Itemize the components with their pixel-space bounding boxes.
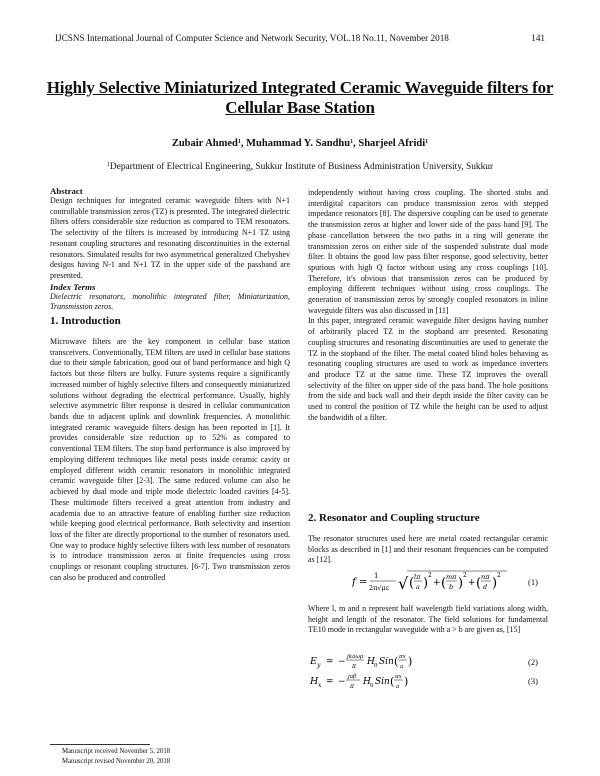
intro-paper-text: In this paper, integrated ceramic waveguide filter designs having number of arbitrarily placed TZ in the stopband are presented. Resonating coupling structures and resonating discontinuities are used to generate the TZ in the stopband of the filter. The metal coated blind holes behaving as resonating coupling structures are used to work as impedance inverters and produce TZ at the same time. These TZ improves the overall selectivity of the filter on upper side of the pass band. The hole positions from the side and back wall and their depth inside the filter cavity can be used to control the position of TZ while the height can be used to adjust the bandwidth of a filter.	[308, 316, 548, 422]
equation-2-number: (2)	[528, 657, 538, 667]
svg-text:(: (	[441, 576, 447, 591]
affiliation	[40, 162, 560, 172]
svg-text:): )	[404, 675, 409, 688]
equation-1-number: (1)	[528, 577, 538, 587]
svg-text:H: H	[310, 676, 319, 687]
section-2-text-2: Where l, m and n represent half wavelength field variations along width, height and length of the resonator. The field solutions for fundamental TE10 mode in rectangular waveguide with a > b are given as, [15]	[308, 604, 548, 635]
svg-text:√: √	[398, 574, 409, 593]
svg-text:(: (	[409, 576, 415, 591]
svg-text:): )	[408, 655, 413, 668]
equation-3	[308, 669, 438, 691]
svg-text:a: a	[396, 684, 400, 690]
abstract-text: Design techniques for integrated ceramic waveguide filters with N+1 controllable transmission zeros (TZ) is presented. The integrated dielectric filters offers considerable size reduction as compared to TEM resonators. The selectivity of the filters is increased by introducing N+1 TZ using resonant coupling structures and resonating discontinuities in the external resonators. Simulated results for two asymmetrical generalized Chebyshev designs having N-1 and N+1 TZ in the upper side of the passband are presented.	[50, 196, 290, 280]
svg-text:lπ: lπ	[414, 573, 421, 581]
svg-text:d: d	[483, 583, 488, 591]
svg-text:b: b	[449, 583, 454, 591]
svg-text:2: 2	[463, 572, 467, 579]
section-1-body	[50, 337, 290, 584]
section-2-intro	[308, 534, 548, 566]
svg-text:0: 0	[374, 663, 378, 669]
affiliation-text: Department of Electrical Engineering, Sukkur Institute of Business Administration University, Sukkur	[109, 162, 494, 172]
svg-text:πx: πx	[395, 674, 402, 680]
svg-text:π: π	[350, 683, 354, 690]
svg-text:Sin: Sin	[379, 657, 394, 667]
svg-text:π: π	[352, 663, 356, 670]
svg-text:(: (	[390, 675, 395, 688]
paper-title: Highly Selective Miniaturized Integrated Ceramic Waveguide filters for Cellular Base Station	[46, 78, 554, 117]
affiliation-sup: 1	[106, 162, 110, 168]
svg-text:H: H	[367, 657, 375, 667]
section-1-heading: 1. Introduction	[50, 315, 121, 327]
footnote-received: Manuscript received November 5, 2018	[62, 748, 171, 755]
svg-text:mπ: mπ	[446, 573, 457, 581]
footnote-revised: Manuscript revised November 20, 2018	[62, 758, 171, 765]
svg-text:x: x	[318, 682, 322, 689]
right-column-intro	[308, 188, 548, 423]
svg-text:+: +	[468, 578, 476, 588]
svg-text:H: H	[363, 677, 371, 687]
index-terms-heading: Index Terms	[50, 281, 96, 292]
author-list: Zubair Ahmed$^1$, Muhammad Y. Sandhu$^1$, Sharjeel Afridi$^1$	[171, 138, 429, 149]
svg-text:y: y	[317, 662, 321, 669]
equation-1	[352, 565, 512, 599]
section-1-text: Microwave filters are the key component in cellular base station transceivers. Conventionally, TEM filters are used in cellular base stations due to their simple fabrication, good out of band performance and high Q factors but these filters are bulky. Future systems require a significantly increased number of highly selective filters and consequently miniaturized solutions without degrading the electrical performance. Usually, highly selective asymmetric filter response is desired in cellular communication bands due to adjacent uplink and downlink frequencies. A monolithic integrated ceramic waveguide filters design has been reported in [1]. It provides considerable size reduction up to 52% as compared to conventional TEM filters. The stop band performance is also improved by employing different techniques like metal posts inside ceramic cavity or employed different width ceramic resonators in monolithic integrated ceramic waveguide filter [2-3]. The same reduced volume can also be achieved by dual mode and triple mode dielectric loaded cavities [4-5]. These multimode filters received a great attention from industry and academia due to an attractive feature of enabling further size reduction while keeping good electrical performance. Both selectivity and insertion loss of the filter are directly proportional to the number of resonators used. One way to produce highly selective filters with less number of resonators is to introduce transmission zeros at finite frequencies using cross couplings or resonant coupling structures. [6-7]. Two transmission zeros can also be produced and controlled	[50, 337, 290, 582]
svg-text:=: =	[326, 677, 334, 687]
svg-text:2: 2	[497, 572, 501, 579]
svg-text:2π√με: 2π√με	[369, 584, 390, 592]
author-name: Sharjeel Afridi	[358, 138, 426, 149]
author-sup: 1	[350, 139, 354, 145]
equation-2	[308, 649, 438, 671]
svg-text:1: 1	[374, 572, 379, 580]
svg-text:(: (	[476, 576, 482, 591]
section-2-heading: 2. Resonator and Coupling structure	[308, 512, 480, 524]
running-header	[55, 33, 545, 43]
section-2-text-1: The resonator structures used here are metal coated rectangular ceramic blocks as described in [1] and their resonant frequencies can be computed as [12].	[308, 534, 548, 565]
section-2-field-text	[308, 604, 548, 636]
svg-text:0: 0	[370, 683, 374, 689]
index-terms-text: Dielectric resonators, monolithic integrated filter, Miniaturization, Transmission zeros.	[50, 291, 290, 312]
footnote-rule	[50, 744, 150, 745]
abstract-heading: Abstract	[50, 186, 83, 196]
svg-text:−: −	[338, 677, 346, 687]
svg-text:+: +	[433, 578, 441, 588]
svg-text:jaβ: jaβ	[348, 674, 357, 680]
svg-text:(: (	[394, 655, 399, 668]
svg-text:f =: f =	[352, 577, 368, 588]
author-sup: 1	[237, 139, 241, 145]
svg-text:a: a	[400, 664, 404, 670]
abstract-block	[50, 186, 290, 313]
svg-text:jkaωμ: jkaωμ	[347, 654, 364, 660]
svg-text:): )	[458, 576, 464, 591]
svg-text:): )	[423, 576, 429, 591]
author-sup: 1	[425, 139, 429, 145]
svg-text:=: =	[326, 657, 334, 667]
svg-text:): )	[492, 576, 498, 591]
svg-text:a: a	[416, 583, 420, 591]
svg-text:nπ: nπ	[481, 573, 490, 581]
svg-text:2: 2	[428, 572, 432, 579]
svg-text:πx: πx	[399, 654, 406, 660]
page-number: 141	[531, 33, 545, 43]
author-name: Zubair Ahmed	[171, 138, 238, 149]
svg-text:−: −	[338, 657, 346, 667]
author-name: Muhammad Y. Sandhu	[246, 138, 351, 149]
equation-3-number: (3)	[528, 676, 538, 686]
svg-text:Sin: Sin	[375, 677, 390, 687]
intro-continued-text: independently without having cross coupling. The shorted stubs and interdigital capacitors can produce transmission zeros with stepped impedance resonators [8]. The dispersive coupling can be used to generate the transmission zeros at higher and lower side of the pass band [9]. The phase cancellation between the two paths in a ring will generate the transmission zeros on either side of the suspended substrate dual mode filter. It obtains the good low pass filter response, good selectivity, better spurious with high Q factor without using any cross couplings [10]. Therefore, it's obvious that transmission zeros can be produced by employing different techniques without using cross couplings. The generation of transmission zeros by strongly coupled resonators in inline waveguide filters was also discussed in [11]	[308, 188, 548, 315]
journal-header: IJCSNS International Journal of Computer Science and Network Security, VOL.18 No.11, November 2018	[55, 33, 449, 43]
svg-text:E: E	[310, 656, 317, 667]
